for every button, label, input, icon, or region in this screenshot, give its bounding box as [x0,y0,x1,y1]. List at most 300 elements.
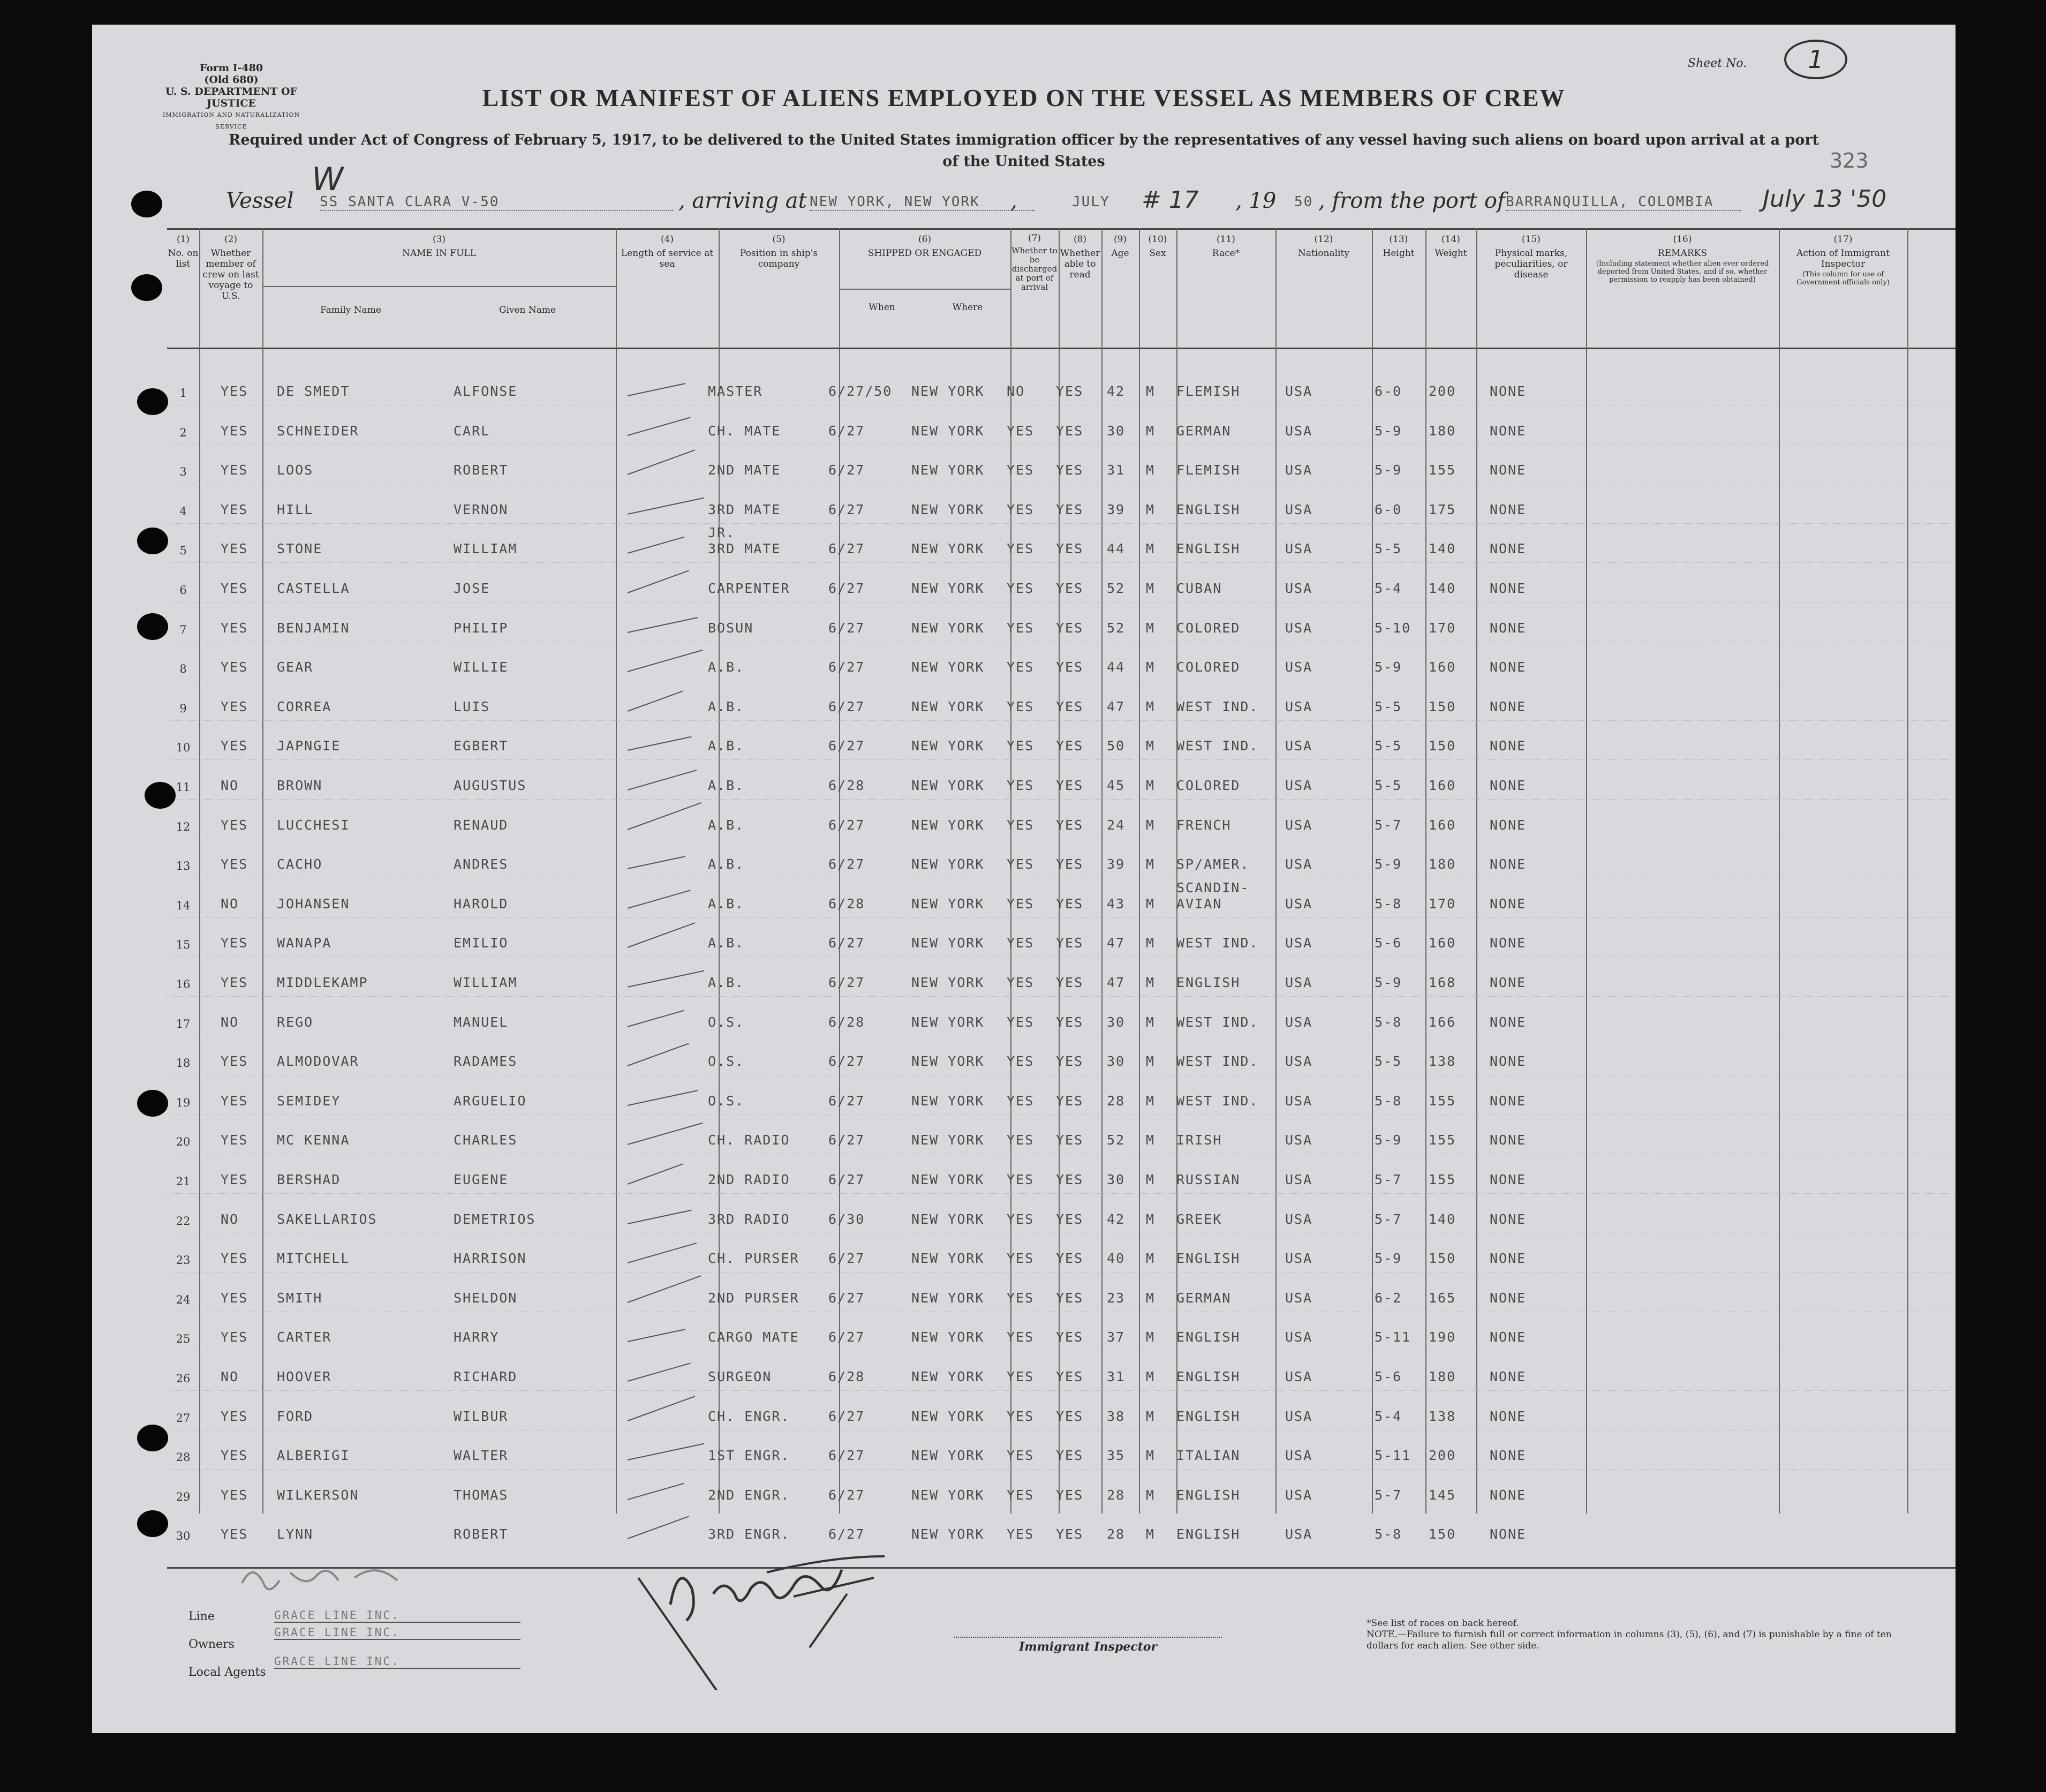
cell-weight: 155 [1429,1132,1456,1148]
cell-age: 39 [1107,501,1126,517]
cell-nationality: USA [1285,541,1313,557]
cell-discharged: YES [1007,1093,1035,1109]
manifest-sheet [92,25,1956,1733]
arrival-comma: , [1010,189,1017,213]
punch-hole [137,388,168,415]
cell-shipped-where: NEW YORK [911,620,985,636]
cell-weight: 140 [1429,1211,1456,1227]
cell-sex: M [1146,581,1156,596]
cell-age: 52 [1107,581,1126,596]
cell-given-name: ROBERT [454,1526,509,1542]
cell-race: SP/AMER. [1176,856,1250,872]
cell-shipped-where: NEW YORK [911,1211,985,1227]
cell-able-to-read: YES [1056,383,1084,399]
cell-last-voyage: YES [221,1408,248,1424]
cell-race: FRENCH [1176,817,1232,833]
cell-race: FLEMISH [1176,383,1241,399]
cell-able-to-read: YES [1056,423,1084,439]
cell-discharged: YES [1007,659,1035,675]
cell-height: 6-0 [1375,501,1402,517]
cell-last-voyage: YES [221,1053,248,1070]
vessel-handwritten-mark: W [312,161,344,198]
cell-given-name: SHELDON [454,1290,518,1306]
cell-able-to-read: YES [1056,1369,1084,1384]
col-header-inspector-action: (17) Action of Immigrant Inspector (This column for use of Government officials only) [1796,234,1890,287]
footnote-races: *See list of races on back hereof. [1366,1618,1519,1629]
cell-weight: 150 [1429,1251,1456,1267]
row-number: 23 [176,1254,191,1267]
cell-nationality: USA [1285,778,1313,793]
cell-able-to-read: YES [1056,620,1084,636]
cell-position: CH. PURSER [708,1251,799,1267]
cell-age: 28 [1107,1487,1126,1503]
cell-race: GERMAN [1176,1290,1232,1306]
length-of-service-mark [628,570,689,593]
from-port-label: , from the port of [1318,189,1505,213]
cell-shipped-when: 6/27 [828,1290,865,1306]
cell-weight: 165 [1429,1290,1456,1306]
cell-sex: M [1146,1329,1156,1345]
cell-shipped-when: 6/27/50 [828,383,893,399]
cell-sex: M [1146,935,1156,951]
cell-physical-marks: NONE [1490,1487,1527,1503]
cell-given-name: HAROLD [454,895,509,912]
cell-shipped-when: 6/27 [828,1053,865,1070]
cell-nationality: USA [1285,581,1313,596]
cell-nationality: USA [1285,1526,1313,1542]
cell-position: A.B. [708,817,745,833]
length-of-service-mark [628,890,691,909]
cell-family-name: BENJAMIN [277,620,350,636]
row-number: 2 [179,426,187,439]
cell-physical-marks: NONE [1490,698,1527,714]
cell-discharged: YES [1007,1448,1035,1464]
immigrant-inspector-label: Immigrant Inspector [954,1637,1222,1654]
length-of-service-mark [628,1043,689,1067]
cell-given-name: ROBERT [454,462,509,478]
cell-race: ENGLISH [1176,1329,1241,1345]
row-rule [167,602,1956,603]
cell-nationality: USA [1285,698,1313,714]
cell-race: WEST IND. [1176,698,1259,714]
col-header-age: (9) Age [1111,234,1129,259]
cell-race: ITALIAN [1176,1448,1241,1464]
col-header-discharged: (7) Whether to be discharged at port of arrival [1011,233,1058,292]
cell-discharged: YES [1007,541,1035,557]
cell-family-name: SMITH [277,1290,323,1306]
cell-shipped-when: 6/27 [828,581,865,596]
cell-nationality: USA [1285,1093,1313,1109]
row-rule [167,562,1956,563]
col-header-weight: (14) Weight [1435,234,1467,259]
col-header-height: (13) Height [1383,234,1415,259]
subtitle-line-1: Required under Act of Congress of February 5, 1917, to be delivered to the United States immigration officer by the representatives of any vessel having such aliens on board upon arrival at a port [228,132,1819,148]
owners-label: Owners [188,1638,235,1651]
cell-sex: M [1146,1053,1156,1070]
cell-weight: 150 [1429,1526,1456,1542]
cell-age: 35 [1107,1448,1126,1464]
cell-shipped-where: NEW YORK [911,1526,985,1542]
sheet-number-label: Sheet No. [1688,57,1747,70]
cell-shipped-where: NEW YORK [911,1251,985,1267]
cell-discharged: YES [1007,1369,1035,1384]
cell-nationality: USA [1285,738,1313,754]
cell-physical-marks: NONE [1490,1172,1527,1187]
length-of-service-mark [628,650,703,672]
cell-age: 44 [1107,541,1126,557]
cell-last-voyage: YES [221,935,248,951]
cell-last-voyage: YES [221,1290,248,1306]
cell-family-name: DE SMEDT [277,383,350,399]
cell-sex: M [1146,1211,1156,1227]
cell-given-name: ALFONSE [454,383,518,399]
cell-height: 5-5 [1375,541,1402,557]
cell-nationality: USA [1285,1290,1313,1306]
cell-able-to-read: YES [1056,738,1084,754]
cell-shipped-when: 6/27 [828,975,865,990]
cell-position: O.S. [708,1093,745,1109]
col-header-family-name: Family Name [320,305,381,315]
cell-height: 5-9 [1375,1251,1402,1267]
cell-last-voyage: NO [221,895,239,912]
cell-shipped-when: 6/30 [828,1211,865,1227]
cell-physical-marks: NONE [1490,1132,1527,1148]
length-of-service-mark [628,1516,689,1540]
col-header-physical-marks: (15) Physical marks, peculiarities, or disease [1494,234,1568,280]
row-number: 25 [176,1332,191,1346]
cell-sex: M [1146,1172,1156,1187]
cell-last-voyage: NO [221,1369,239,1384]
cell-shipped-when: 6/27 [828,1408,865,1424]
row-rule [167,759,1956,760]
cell-family-name: BERSHAD [277,1172,341,1187]
col-header-when: When [869,302,895,313]
length-of-service-mark [628,1329,685,1343]
cell-family-name: LUCCHESI [277,817,350,833]
cell-physical-marks: NONE [1490,462,1527,478]
cell-height: 5-7 [1375,817,1402,833]
cell-shipped-where: NEW YORK [911,1369,985,1384]
vessel-name: SS SANTA CLARA V-50 [320,194,673,211]
row-number: 13 [176,860,191,873]
cell-sex: M [1146,1487,1156,1503]
cell-last-voyage: YES [221,738,248,754]
cell-age: 31 [1107,1369,1126,1384]
cell-nationality: USA [1285,1132,1313,1148]
cell-family-name: ALBERIGI [277,1448,350,1464]
length-of-service-mark [628,690,683,712]
cell-last-voyage: YES [221,698,248,714]
punch-hole [137,1510,168,1537]
cell-age: 52 [1107,1132,1126,1148]
punch-hole [145,782,176,809]
col-header-read: (8) Whether able to read [1060,234,1100,280]
cell-nationality: USA [1285,383,1313,399]
cell-given-name: VERNON [454,501,509,517]
cell-age: 43 [1107,895,1126,912]
cell-able-to-read: YES [1056,581,1084,596]
cell-last-voyage: YES [221,501,248,517]
col-header-no: (1) No. on list [168,234,199,269]
cell-able-to-read: YES [1056,698,1084,714]
cell-discharged: YES [1007,975,1035,990]
cell-age: 47 [1107,935,1126,951]
cell-position: CH. MATE [708,423,781,439]
cell-shipped-where: NEW YORK [911,975,985,990]
cell-shipped-where: NEW YORK [911,778,985,793]
cell-family-name: ALMODOVAR [277,1053,359,1070]
cell-height: 5-5 [1375,1053,1402,1070]
line-label: Line [188,1610,215,1623]
cell-able-to-read: YES [1056,1014,1084,1030]
cell-physical-marks: NONE [1490,541,1527,557]
cell-physical-marks: NONE [1490,1251,1527,1267]
cell-given-name: ARGUELIO [454,1093,527,1109]
cell-shipped-when: 6/27 [828,1487,865,1503]
arrival-day: # 17 [1142,186,1199,214]
cell-weight: 155 [1429,1172,1456,1187]
cell-given-name: CARL [454,423,490,439]
cell-family-name: SCHNEIDER [277,423,359,439]
cell-position: 3RD ENGR. [708,1526,790,1542]
cell-shipped-when: 6/27 [828,423,865,439]
cell-nationality: USA [1285,1251,1313,1267]
cell-nationality: USA [1285,462,1313,478]
cell-given-name: CHARLES [454,1132,518,1148]
cell-height: 6-0 [1375,383,1402,399]
cell-race: WEST IND. [1176,1014,1259,1030]
cell-weight: 138 [1429,1053,1456,1070]
signature-marks [231,1540,1035,1690]
cell-given-name: WILLIE [454,659,509,675]
cell-last-voyage: YES [221,581,248,596]
col-header-length-service: (4) Length of service at sea [621,234,714,269]
cell-shipped-when: 6/27 [828,1251,865,1267]
cell-weight: 160 [1429,659,1456,675]
cell-able-to-read: YES [1056,1172,1084,1187]
cell-physical-marks: NONE [1490,856,1527,872]
length-of-service-mark [628,1090,698,1106]
cell-physical-marks: NONE [1490,1526,1527,1542]
row-rule [167,1390,1956,1391]
length-of-service-mark [628,802,701,830]
cell-race: WEST IND. [1176,935,1259,951]
cell-family-name: JOHANSEN [277,895,350,912]
cell-discharged: YES [1007,462,1035,478]
cell-shipped-where: NEW YORK [911,935,985,951]
cell-position: CARPENTER [708,581,790,596]
cell-last-voyage: YES [221,620,248,636]
cell-given-name: HARRISON [454,1251,527,1267]
cell-shipped-where: NEW YORK [911,541,985,557]
cell-physical-marks: NONE [1490,1448,1527,1464]
cell-nationality: USA [1285,856,1313,872]
form-old-number: (Old 680) [204,74,259,86]
cell-shipped-where: NEW YORK [911,738,985,754]
cell-position: A.B. [708,778,745,793]
departure-date-note: July 13 '50 [1763,185,1887,213]
stamped-page-number: 323 [1830,149,1869,172]
row-number: 11 [176,781,191,794]
cell-age: 47 [1107,975,1126,990]
cell-height: 5-9 [1375,462,1402,478]
cell-weight: 138 [1429,1408,1456,1424]
cell-discharged: YES [1007,1526,1035,1542]
cell-shipped-when: 6/27 [828,698,865,714]
length-of-service-mark [628,1010,684,1027]
cell-discharged: YES [1007,1211,1035,1227]
col-header-shipped: (6) SHIPPED OR ENGAGED When Where [839,230,1010,348]
cell-given-name: WILLIAM [454,541,518,557]
length-of-service-mark [628,383,685,396]
cell-discharged: YES [1007,581,1035,596]
punch-hole [131,274,162,301]
cell-family-name: FORD [277,1408,314,1424]
cell-position: BOSUN [708,620,754,636]
length-of-service-mark [628,1275,701,1303]
cell-sex: M [1146,423,1156,439]
cell-able-to-read: YES [1056,1448,1084,1464]
cell-age: 52 [1107,620,1126,636]
cell-weight: 160 [1429,778,1456,793]
row-number: 7 [179,623,187,636]
cell-discharged: YES [1007,935,1035,951]
cell-shipped-where: NEW YORK [911,1290,985,1306]
cell-height: 5-8 [1375,1014,1402,1030]
cell-discharged: YES [1007,1132,1035,1148]
cell-race: ENGLISH [1176,541,1241,557]
cell-weight: 150 [1429,738,1456,754]
row-number: 28 [176,1451,191,1464]
cell-discharged: YES [1007,778,1035,793]
cell-family-name: CARTER [277,1329,332,1345]
arriving-label: , arriving at [678,189,807,213]
cell-able-to-read: YES [1056,1132,1084,1148]
cell-given-name: EGBERT [454,738,509,754]
cell-given-name: EMILIO [454,935,509,951]
cell-given-name: RENAUD [454,817,509,833]
owners-value: GRACE LINE INC. [274,1626,520,1640]
vessel-label: Vessel [226,189,294,213]
col-header-nationality: (12) Nationality [1298,234,1349,259]
cell-race: GREEK [1176,1211,1222,1227]
cell-shipped-when: 6/27 [828,1526,865,1542]
cell-shipped-where: NEW YORK [911,423,985,439]
cell-shipped-where: NEW YORK [911,698,985,714]
col-header-last-voyage: (2) Whether member of crew on last voyage to U.S. [202,234,259,302]
cell-sex: M [1146,1014,1156,1030]
cell-family-name: MC KENNA [277,1132,350,1148]
row-number: 24 [176,1293,191,1306]
cell-last-voyage: YES [221,1329,248,1345]
cell-height: 5-6 [1375,935,1402,951]
cell-position: 2ND MATE [708,462,781,478]
cell-shipped-where: NEW YORK [911,1408,985,1424]
cell-weight: 180 [1429,423,1456,439]
cell-age: 50 [1107,738,1126,754]
cell-age: 42 [1107,1211,1126,1227]
cell-race: ENGLISH [1176,1408,1241,1424]
cell-family-name: MITCHELL [277,1251,350,1267]
length-of-service-mark [628,617,698,633]
length-of-service-mark [628,1396,696,1421]
cell-sex: M [1146,1526,1156,1542]
cell-weight: 168 [1429,975,1456,990]
cell-sex: M [1146,1132,1156,1148]
cell-last-voyage: YES [221,1172,248,1187]
cell-race: ENGLISH [1176,1526,1241,1542]
cell-nationality: USA [1285,975,1313,990]
cell-race: IRISH [1176,1132,1222,1148]
row-number: 8 [179,662,187,676]
length-of-service-mark [628,1243,697,1263]
cell-height: 5-7 [1375,1211,1402,1227]
cell-shipped-where: NEW YORK [911,1329,985,1345]
cell-physical-marks: NONE [1490,423,1527,439]
cell-family-name: STONE [277,541,323,557]
cell-sex: M [1146,541,1156,557]
cell-shipped-when: 6/27 [828,462,865,478]
cell-race: COLORED [1176,778,1241,793]
row-rule [167,1469,1956,1470]
length-of-service-mark [628,497,704,514]
cell-height: 5-7 [1375,1172,1402,1187]
cell-shipped-where: NEW YORK [911,895,985,912]
cell-height: 5-5 [1375,778,1402,793]
punch-hole [137,1090,168,1117]
cell-able-to-read: YES [1056,1251,1084,1267]
cell-race: RUSSIAN [1176,1172,1241,1187]
row-number: 5 [179,544,187,558]
cell-position: 3RD RADIO [708,1211,790,1227]
cell-physical-marks: NONE [1490,383,1527,399]
row-number: 14 [176,899,191,912]
cell-last-voyage: YES [221,541,248,557]
cell-able-to-read: YES [1056,1526,1084,1542]
cell-age: 31 [1107,462,1126,478]
cell-nationality: USA [1285,1329,1313,1345]
cell-weight: 175 [1429,501,1456,517]
cell-height: 6-2 [1375,1290,1402,1306]
cell-height: 5-5 [1375,698,1402,714]
cell-position: CH. ENGR. [708,1408,790,1424]
cell-family-name: CASTELLA [277,581,350,596]
row-number: 3 [179,465,187,479]
cell-family-name: BROWN [277,778,323,793]
cell-discharged: YES [1007,501,1035,517]
length-of-service-mark [628,736,692,751]
local-agents-label: Local Agents [188,1666,266,1679]
column-headers [167,228,1956,349]
cell-race: WEST IND. [1176,1093,1259,1109]
cell-given-name-suffix: JR. [708,525,736,541]
cell-given-name: MANUEL [454,1014,509,1030]
cell-position: A.B. [708,659,745,675]
cell-age: 28 [1107,1526,1126,1542]
col-header-given-name: Given Name [499,305,556,315]
cell-weight: 155 [1429,1093,1456,1109]
cell-sex: M [1146,1093,1156,1109]
cell-last-voyage: YES [221,659,248,675]
cell-family-name: JAPNGIE [277,738,341,754]
cell-discharged: YES [1007,620,1035,636]
line-value: GRACE LINE INC. [274,1609,520,1623]
cell-race: COLORED [1176,620,1241,636]
cell-age: 28 [1107,1093,1126,1109]
cell-family-name: LYNN [277,1526,314,1542]
cell-physical-marks: NONE [1490,738,1527,754]
cell-able-to-read: YES [1056,778,1084,793]
